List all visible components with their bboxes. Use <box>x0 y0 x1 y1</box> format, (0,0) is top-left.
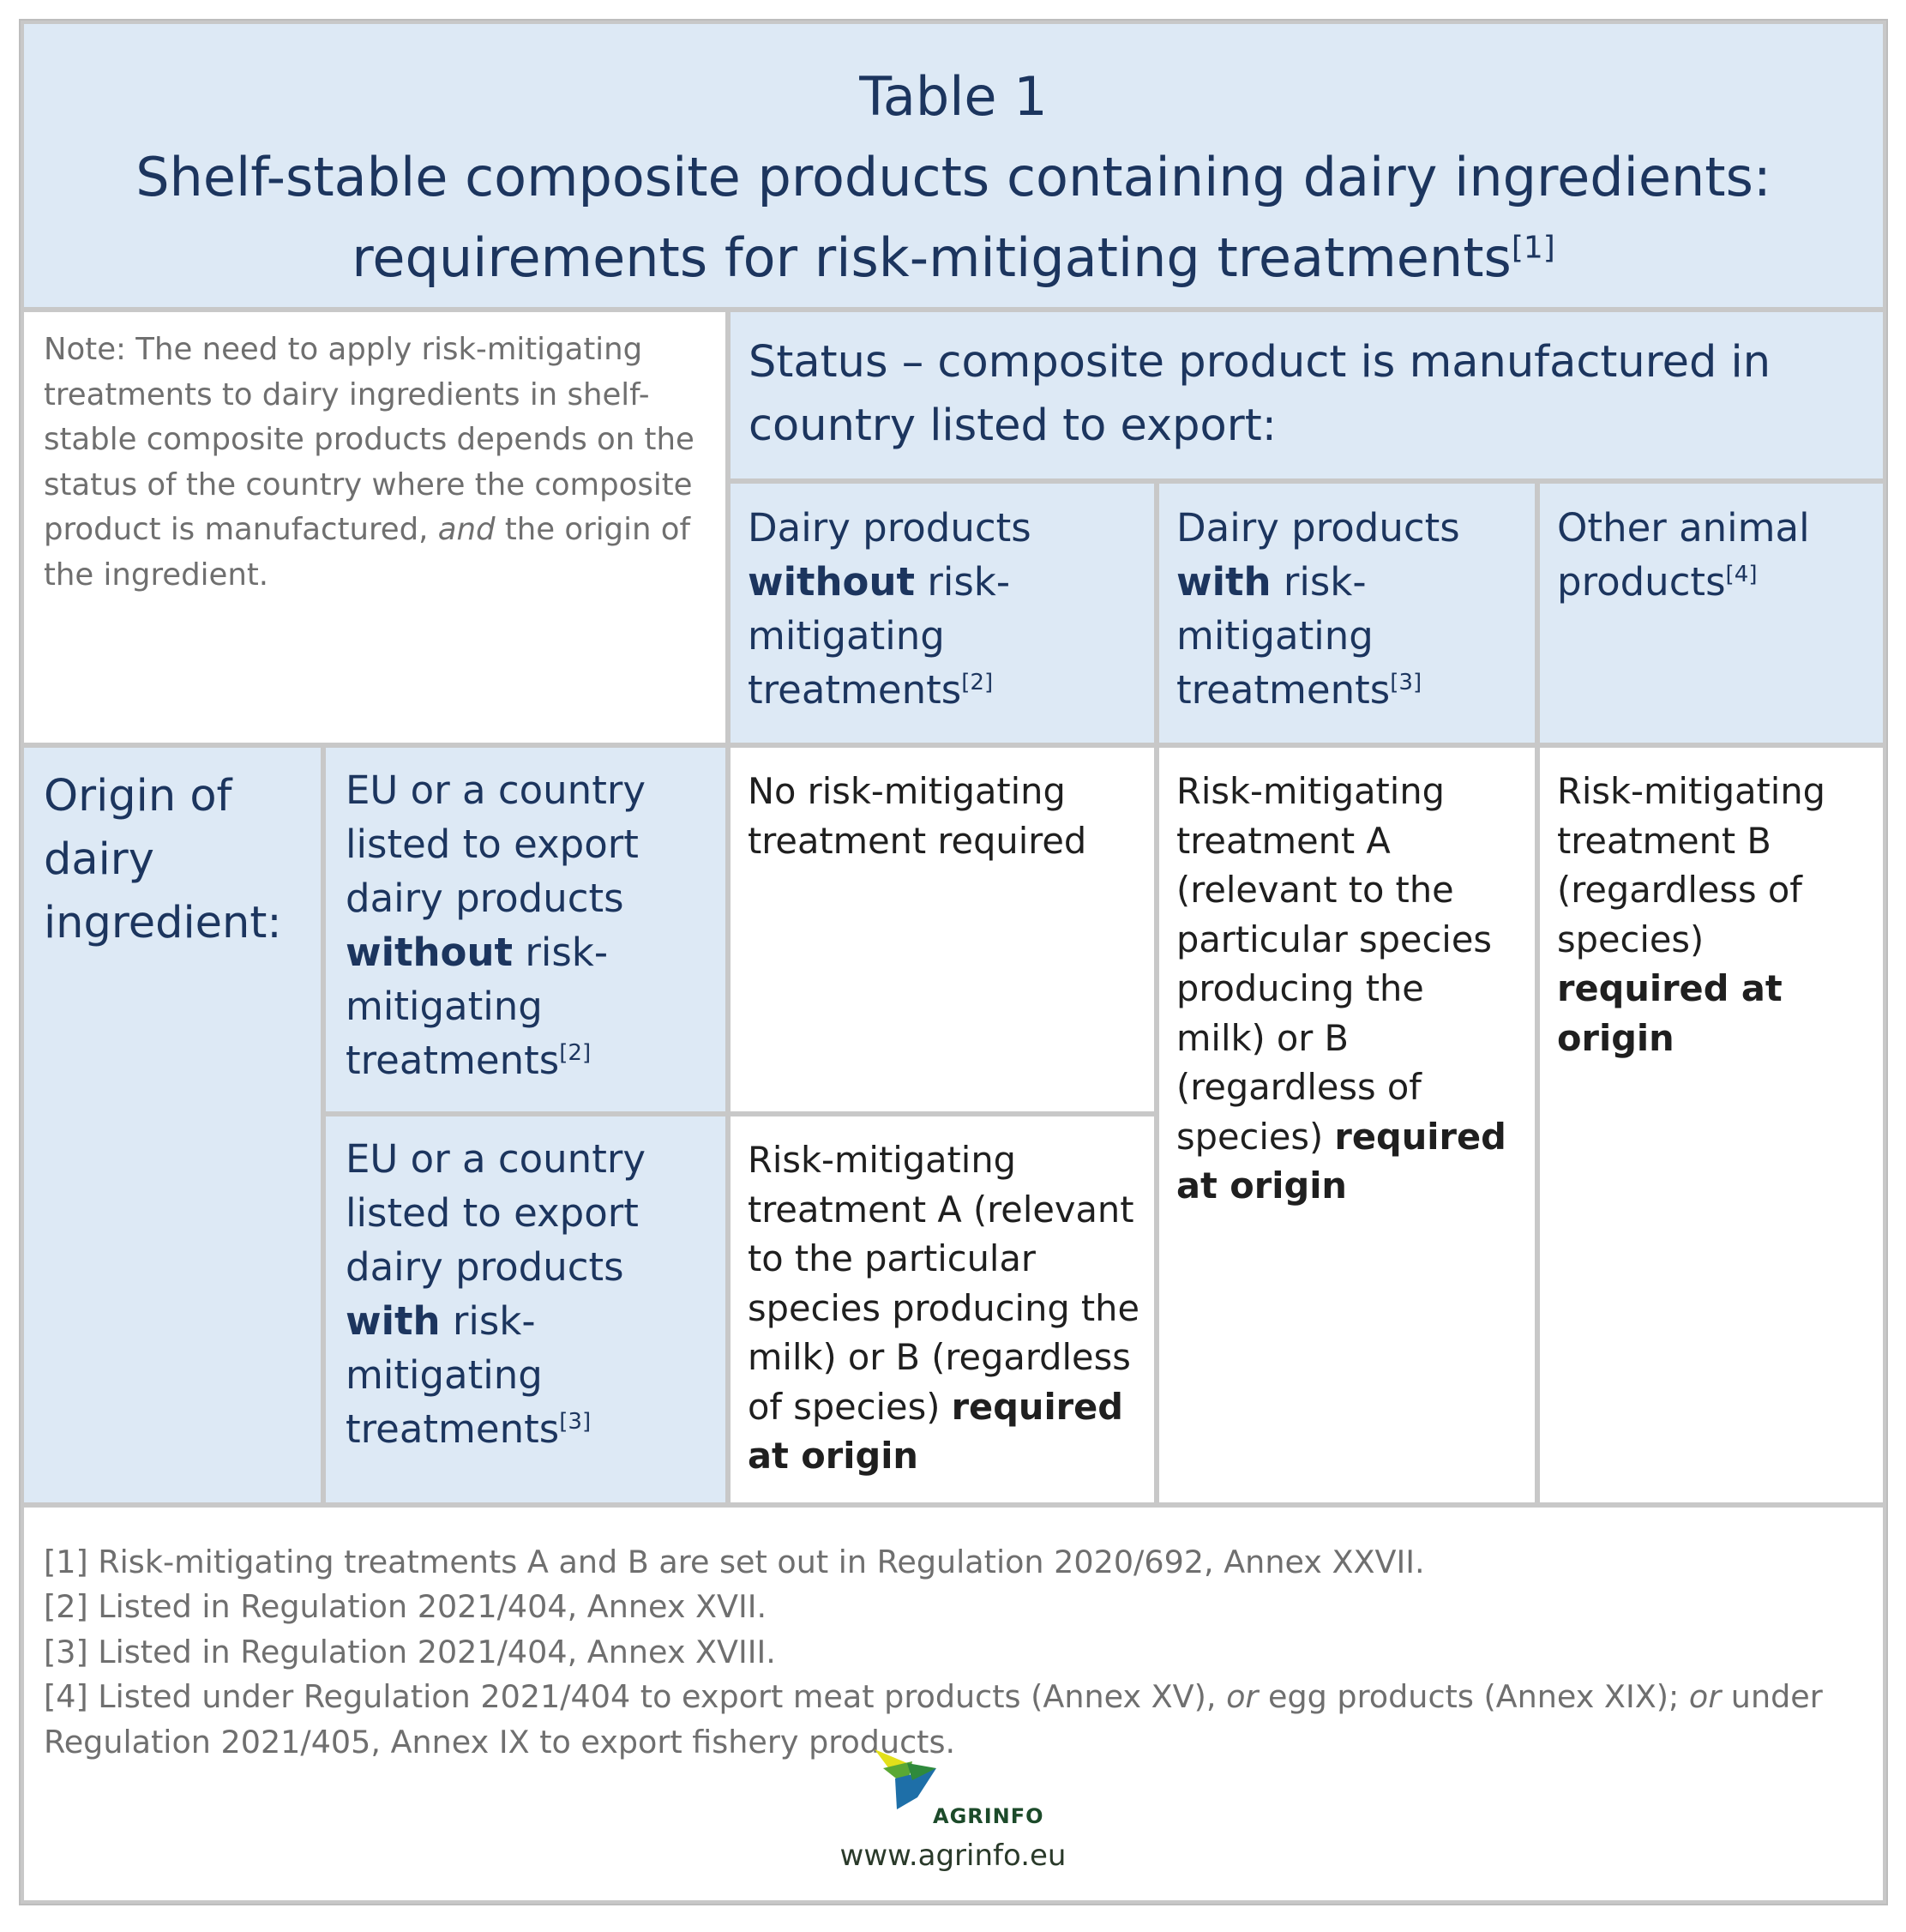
table-caption <box>24 137 1883 298</box>
col-text-bold: without <box>748 559 916 605</box>
col-text-pre: Dairy products <box>1176 505 1460 551</box>
col-text-bold: with <box>1176 559 1272 605</box>
row-text-pre: EU or a country listed to export dairy products <box>346 1136 646 1290</box>
cell-text-plain: Risk-mitigating treatment A (relevant to the particular species producing the milk) or B (regardless of species) <box>1176 770 1492 1158</box>
row-text-post: risk-mitigating treatments <box>346 1298 560 1452</box>
note-text <box>44 328 712 598</box>
row-text-bold: without <box>346 930 514 975</box>
column-header-without <box>731 484 1154 743</box>
col-ref: [2] <box>961 670 994 695</box>
row-text-post: risk-mitigating treatments <box>346 930 609 1083</box>
status-header-text: Status – composite product is manufactured in country listed to export: <box>749 337 1771 451</box>
footnote-3: [3] Listed in Regulation 2021/404, Annex XVIII. <box>44 1634 776 1670</box>
column-header-with <box>1159 484 1535 743</box>
footnote-4-or: or <box>1226 1678 1259 1715</box>
cell-text: No risk-mitigating treatment required <box>748 770 1087 862</box>
col-ref: [3] <box>1390 670 1422 695</box>
row-header-without <box>326 748 725 1111</box>
cell-text-plain: Risk-mitigating treatment B (regardless of species) <box>1557 770 1825 960</box>
cell-with-column <box>1159 748 1535 1502</box>
note-cell <box>24 312 725 743</box>
cell-text-bold: required at origin <box>748 1385 1123 1477</box>
cell-text <box>1557 767 1874 1062</box>
cell-text-plain: Risk-mitigating treatment A (relevant to the particular species producing the milk) or B (regardless of species) <box>748 1139 1140 1428</box>
cell-without-without <box>731 748 1154 1111</box>
col-ref: [4] <box>1725 562 1758 587</box>
row-header-text <box>346 1132 719 1456</box>
footnote-4-c: under Regulation 2021/405, Annex IX to export fishery products. <box>44 1678 1823 1760</box>
note-part-1: Note: The need to apply risk-mitigating treatments to dairy ingredients in shelf-stable composite products depends on the status of the country where the composite product is manufactured, <box>44 332 694 547</box>
column-header-text <box>1176 501 1519 717</box>
row-text-pre: EU or a country listed to export dairy products <box>346 767 646 921</box>
caption-ref: [1] <box>1511 230 1555 266</box>
cell-text-bold: required at origin <box>1176 1115 1506 1207</box>
col-text-pre: Other animal products <box>1557 505 1810 605</box>
caption-line-1: Shelf-stable composite products containing dairy ingredients: <box>135 146 1771 208</box>
footnote-1: [1] Risk-mitigating treatments A and B are set out in Regulation 2020/692, Annex XXVII. <box>44 1544 1425 1580</box>
table-title <box>24 24 1883 307</box>
table-frame <box>19 19 1888 1905</box>
row-header-text <box>346 763 706 1087</box>
status-header <box>731 312 1883 478</box>
column-header-text <box>748 501 1125 717</box>
note-emphasis: and <box>437 512 496 547</box>
origin-label: Origin of dairy ingredient: <box>44 771 282 948</box>
footnote-4-or: or <box>1688 1678 1722 1715</box>
col-text-pre: Dairy products <box>748 505 1031 551</box>
column-header-other <box>1540 484 1883 743</box>
row-ref: [3] <box>559 1409 592 1435</box>
cell-with-without <box>731 1116 1154 1502</box>
origin-label-cell <box>24 748 321 1502</box>
col-text-post: risk-mitigating treatments <box>748 559 1011 713</box>
row-text-bold: with <box>346 1298 441 1344</box>
row-ref: [2] <box>559 1040 592 1066</box>
note-part-2: the origin of the ingredient. <box>44 512 690 593</box>
cell-text <box>1176 767 1524 1211</box>
cell-other-column <box>1540 748 1883 1502</box>
cell-text <box>748 1135 1142 1481</box>
footnote-4-b: egg products (Annex XIX); <box>1258 1678 1689 1715</box>
logo-wordmark: AGRINFO <box>933 1804 1044 1828</box>
caption-line-2: requirements for risk-mitigating treatments <box>352 226 1512 289</box>
website-link[interactable]: www.agrinfo.eu <box>839 1839 1067 1873</box>
row-header-with <box>326 1116 725 1502</box>
col-text-post: risk-mitigating treatments <box>1176 559 1391 713</box>
footnote-2: [2] Listed in Regulation 2021/404, Annex XVII. <box>44 1588 767 1625</box>
footnote-4-a: [4] Listed under Regulation 2021/404 to export meat products (Annex XV), <box>44 1678 1227 1715</box>
table-number: Table 1 <box>859 65 1048 128</box>
cell-text-bold: required at origin <box>1557 967 1783 1059</box>
column-header-text <box>1557 501 1831 609</box>
